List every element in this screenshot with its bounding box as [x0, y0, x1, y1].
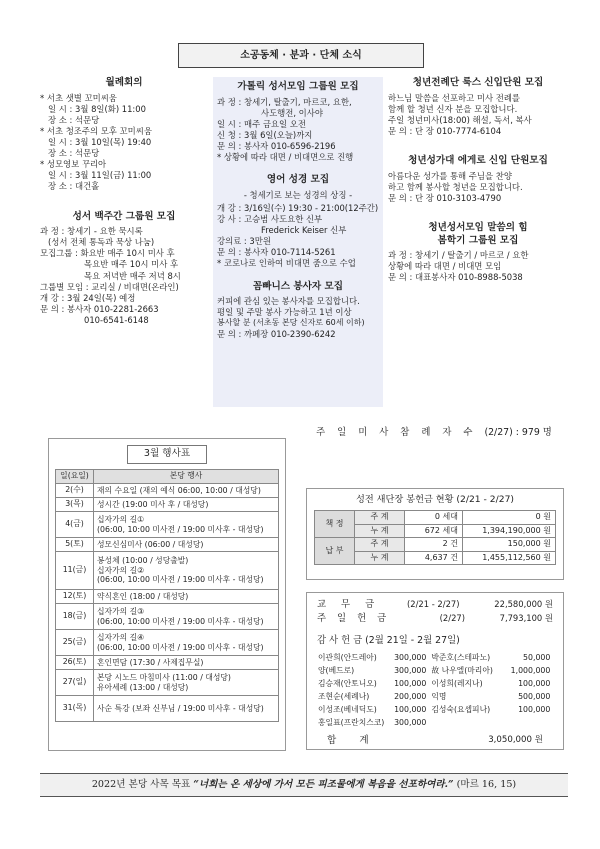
schedule-event-line: 십자가의 길① [97, 514, 145, 524]
notice-line: 장 소 : 대건홀 [48, 181, 100, 192]
schedule-header-row [56, 470, 279, 484]
offering-period: (2/21 - 2/27) [407, 599, 460, 609]
notice-line: 개 강 : 3/16일(수) 19:30 - 21:00(12주간) [217, 202, 379, 213]
schedule-row [56, 512, 279, 538]
youth-liturgy-title: 청년전례단 룩스 신입단원 모집 [412, 77, 544, 88]
notice-line: 봉사할 분 (서초동 본당 신자로 60세 이하) [217, 318, 365, 328]
donor-amount: 1,000,000 [510, 665, 551, 675]
donor-name: 홍일표(프란치스코) [318, 717, 385, 727]
notice-line: * 서초 청조주의 모후 꼬미씨움 [40, 125, 152, 136]
notice-line: 상황에 따라 대면 / 비대면 모임 [388, 261, 502, 272]
pastoral-goal-footer [40, 773, 568, 797]
schedule-event-line: (06:00, 10:00 미사전 / 19:00 미사후 - 대성당) [97, 616, 264, 626]
donor-amount: 100,000 [394, 678, 427, 688]
schedule-event-line: (06:00, 10:00 미사전 / 19:00 미사후 - 대성당) [97, 524, 264, 534]
schedule-event-line: 재의 수요일 (재의 예식 06:00, 10:00 / 대성당) [97, 485, 261, 495]
fund-count: 4,637 건 [405, 551, 463, 565]
schedule-row [56, 538, 279, 552]
english-bible-subtitle: - 청세기로 보는 성경의 상징 - [243, 189, 353, 200]
fund-group-label: 납 부 [315, 538, 355, 565]
notice-line: 문 의 : 봉사자 010-2281-2663 [40, 303, 159, 314]
schedule-day: 27(일) [56, 670, 94, 696]
schedule-events [94, 512, 279, 538]
mass-attendance [302, 419, 566, 447]
notice-line: 장 소 : 석문당 [48, 114, 100, 125]
section-header [178, 43, 424, 68]
schedule-row [56, 604, 279, 630]
donor-row [317, 664, 551, 677]
donor-amount: 50,000 [523, 652, 551, 662]
donor-name: 박준호(스테파노) [431, 652, 491, 662]
fund-count: 0 세대 [405, 511, 463, 525]
offering-total [317, 735, 553, 748]
notice-line: 문 의 : 대표봉사자 010-8988-5038 [388, 272, 523, 283]
donor-amount: 100,000 [518, 678, 551, 688]
footer-reference: (마르 16, 15) [456, 779, 517, 790]
fund-group-label: 책 정 [315, 511, 355, 538]
total-label: 합 계 [327, 735, 379, 747]
donor-amount: 100,000 [394, 704, 427, 714]
notice-line: Frederick Keiser 신부 [261, 225, 347, 236]
left-column [40, 77, 208, 337]
notice-line: 일 시 : 3월 8일(화) 11:00 [48, 103, 146, 114]
offering-amount: 7,793,100 원 [499, 613, 553, 624]
donor-row [317, 677, 551, 690]
notice-line: 함께 할 청년 신자 분을 모집합니다. [388, 103, 518, 114]
schedule-day: 25(금) [56, 630, 94, 656]
notice-line: (성서 전체 통독과 묵상 나눔) [48, 237, 155, 248]
schedule-events [94, 696, 279, 722]
notice-line: 아름다운 성가를 통해 주님을 찬양 [388, 170, 512, 181]
notice-line: 목요 저녁반 매주 저녁 8시 [84, 270, 181, 281]
schedule-events [94, 484, 279, 498]
bible-100-weeks-notice [40, 211, 208, 327]
schedule-events [94, 538, 279, 552]
fund-count: 2 건 [405, 538, 463, 552]
offering-label: 교 무 금 [317, 599, 381, 610]
donor-name: 故 나우엘(마리아) [431, 665, 493, 675]
donor-name [429, 716, 501, 729]
offering-period: (2/27) [439, 613, 465, 624]
schedule-events [94, 604, 279, 630]
donor-amount: 100,000 [518, 704, 551, 714]
schedule-row [56, 552, 279, 590]
notice-line: 강의료 : 3만원 [217, 236, 271, 247]
donor-row [317, 651, 551, 664]
notice-line: 문 의 : 까페장 010-2390-6242 [217, 328, 336, 339]
donor-name: 이성희(레지나) [431, 678, 483, 688]
attendance-value: (2/27) : 979 명 [484, 427, 552, 438]
footer-prefix: 2022년 본당 사목 목표 [91, 779, 191, 790]
section-header-title: 소공동체 · 분과 · 단체 소식 [240, 50, 362, 61]
fund-count: 672 세대 [405, 524, 463, 538]
schedule-row [56, 656, 279, 670]
coffee-volunteer-title: 꼼빠니스 봉사자 모집 [252, 280, 344, 292]
schedule-day: 3(목) [56, 498, 94, 512]
schedule-event-line: (06:00, 10:00 미사전 / 19:00 미사후 - 대성당) [97, 575, 264, 585]
notice-line: 일 시 : 3월 11일(금) 11:00 [48, 170, 152, 181]
fund-amount: 1,394,190,000 원 [463, 524, 556, 538]
notice-line: 과 정 : 창세기, 탈출기, 마르코, 요한, [217, 96, 352, 107]
donor-name: 익명 [431, 691, 447, 701]
schedule-event-line: 혼인면담 (17:30 / 사제집무실) [97, 657, 204, 667]
notice-line: 평일 및 주말 봉사 가능하고 1년 이상 [217, 307, 352, 318]
notice-line: 모집그룹 : 화요반 매주 10시 미사 후 [40, 248, 175, 259]
schedule-day: 18(금) [56, 604, 94, 630]
fund-title: 성전 새단장 봉헌금 현황 (2/21 - 2/27) [355, 494, 515, 505]
schedule-event-line: 십자가의 길④ [97, 632, 145, 642]
offerings [306, 592, 564, 750]
offering-row [317, 613, 553, 625]
schedule-events [94, 498, 279, 512]
thanks-offering-title: 감 사 헌 금 (2월 21일 - 2월 27일) [317, 634, 460, 646]
schedule-day: 5(토) [56, 538, 94, 552]
donor-amount: 300,000 [394, 717, 427, 727]
schedule-row [56, 630, 279, 656]
notice-line: 과 정 : 창세기 - 요한 묵시록 [40, 226, 143, 237]
notice-line: 문 의 : 봉사자 010-7114-5261 [217, 247, 336, 258]
notice-line: 일 시 : 매주 금요일 오전 [217, 118, 306, 129]
fund-subtype: 누 계 [355, 524, 405, 538]
schedule-event-line: 유아세례 (13:00 / 대성당) [97, 682, 189, 692]
youth-choir-notice [388, 155, 568, 204]
schedule-event-line: 사순 특강 (보좌 신부님 / 19:00 미사후 - 대성당) [97, 703, 264, 713]
catholic-bible-title: 가톨릭 성서모임 그룹원 모집 [237, 81, 359, 92]
offering-label: 주 일 헌 금 [317, 613, 391, 625]
march-schedule [48, 438, 286, 751]
donor-name: 이성조(베네딕도) [318, 704, 377, 714]
donor-name: 조현순(세례나) [318, 691, 370, 701]
schedule-row [56, 484, 279, 498]
schedule-day: 2(수) [56, 484, 94, 498]
notice-line: 문 의 : 봉사자 010-6596-2196 [217, 141, 336, 152]
donor-row [317, 716, 551, 729]
fund-table [314, 510, 556, 565]
fund-amount: 0 원 [463, 511, 556, 525]
notice-line: 개 강 : 3월 24일(목) 예정 [40, 292, 136, 303]
schedule-event-line: 약식혼인 (18:00 / 대성당) [97, 591, 189, 601]
notice-line: 문 의 : 단 장 010-3103-4790 [388, 192, 502, 203]
youth-bible-notice [388, 222, 568, 284]
donor-amount: 500,000 [518, 691, 551, 701]
schedule-row [56, 590, 279, 604]
notice-line: 주일 청년미사(18:00) 해설, 독서, 복사 [388, 114, 532, 125]
youth-bible-title-2: 봄학기 그룹원 모집 [437, 234, 519, 246]
schedule-events [94, 670, 279, 696]
notice-line: 커피에 관심 있는 봉사자를 모집합니다. [217, 296, 360, 307]
donor-table [317, 651, 551, 729]
donor-amount [501, 716, 551, 729]
offering-amount: 22,580,000 원 [494, 599, 553, 609]
schedule-events [94, 590, 279, 604]
notice-line: 010-6541-6148 [84, 314, 149, 325]
donor-amount: 300,000 [394, 665, 427, 675]
schedule-event-line: 십자가의 길③ [97, 606, 145, 616]
schedule-day: 12(토) [56, 590, 94, 604]
schedule-event-line: 본당 시노드 마침미사 (11:00 / 대성당) [97, 672, 231, 682]
schedule-event-line: (06:00, 10:00 미사전 / 19:00 미사후 - 대성당) [97, 642, 264, 652]
footer-quote: “너희는 온 세상에 가서 모든 피조물에게 복음을 선포하여라.” [193, 779, 454, 790]
notice-line: * 상황에 따라 대면 / 비대면으로 진행 [217, 152, 354, 163]
notice-line: 그룹별 모임 : 교리실 / 비대면(온라인) [40, 281, 179, 292]
notice-line: 문 의 : 단 장 010-7774-6104 [388, 125, 502, 136]
notice-line: * 성모영보 꾸리아 [40, 159, 107, 170]
schedule-events [94, 656, 279, 670]
english-bible-title: 영어 성경 모집 [266, 174, 330, 186]
schedule-events [94, 630, 279, 656]
schedule-events [94, 552, 279, 590]
renovation-fund [306, 488, 564, 580]
notice-line: 장 소 : 석문당 [48, 148, 100, 159]
donor-name: 양(베드로) [318, 665, 355, 675]
notice-line: * 코로나로 인하여 비대면 줌으로 수업 [217, 258, 356, 269]
fund-subtype: 주 계 [355, 511, 405, 525]
notice-line: 하고 함께 봉사할 청년을 모집합니다. [388, 181, 523, 192]
schedule-day: 31(목) [56, 696, 94, 722]
notice-line: 신 청 : 3월 6일(오늘)까지 [217, 129, 313, 140]
schedule-title: 3월 행사표 [127, 445, 207, 464]
schedule-day: 4(금) [56, 512, 94, 538]
schedule-event-line: 십자가의 길② [97, 565, 145, 575]
schedule-event-line: 봉성체 (10:00 / 성당출발) [97, 555, 189, 565]
youth-bible-title: 청년성서모임 말씀의 힘 [428, 221, 528, 233]
total-amount: 3,050,000 원 [488, 735, 543, 746]
english-bible-notice [213, 174, 383, 269]
fund-row [315, 511, 556, 525]
donor-row [317, 703, 551, 716]
schedule-header-day: 일(요일) [56, 470, 94, 484]
fund-row [315, 538, 556, 552]
donor-amount: 300,000 [394, 652, 427, 662]
donor-name: 김승재(안토니오) [318, 678, 377, 688]
donor-name: 이관희(안드레아) [318, 652, 377, 662]
catholic-bible-notice [213, 81, 383, 163]
fund-subtype: 누 계 [355, 551, 405, 565]
notice-line: 사도행전, 이사야 [261, 107, 323, 118]
youth-choir-title: 청년성가대 에게로 신입 단원모집 [408, 155, 548, 167]
attendance-label: 주 일 미 사 참 례 자 수 [316, 427, 477, 438]
coffee-volunteer-notice [213, 281, 383, 340]
bible-100-weeks-title: 성서 백주간 그룹원 모집 [72, 210, 176, 222]
schedule-event-line: 성모신심미사 (06:00 / 대성당) [97, 539, 204, 549]
schedule-row [56, 498, 279, 512]
schedule-table [55, 469, 279, 722]
notice-line: 강 사 : 고승범 사도요한 신부 [217, 214, 323, 225]
fund-amount: 150,000 원 [463, 538, 556, 552]
right-column [388, 77, 568, 295]
fund-amount: 1,455,112,560 원 [463, 551, 556, 565]
schedule-event-line: 성시간 (19:00 미사 후 / 대성당) [97, 499, 209, 509]
donor-amount: 200,000 [394, 691, 427, 701]
schedule-row [56, 696, 279, 722]
donor-row [317, 690, 551, 703]
fund-subtype: 주 계 [355, 538, 405, 552]
schedule-row [56, 670, 279, 696]
notice-line: 목요반 매주 10시 미사 후 [84, 259, 179, 270]
schedule-header-event: 본당 행사 [94, 470, 279, 484]
offering-row [317, 599, 553, 611]
notice-line: * 서초 샛별 꼬미씨움 [40, 92, 117, 103]
middle-column [213, 77, 383, 407]
schedule-day: 11(금) [56, 552, 94, 590]
monthly-meeting-title: 월례회의 [105, 77, 143, 88]
notice-line: 과 정 : 창세기 / 탈출기 / 마르코 / 요한 [388, 250, 529, 261]
monthly-meeting-notice [40, 77, 208, 193]
schedule-day: 26(토) [56, 656, 94, 670]
notice-line: 일 시 : 3월 10일(목) 19:40 [48, 137, 152, 148]
notice-line: 하느님 말씀을 선포하고 미사 전례를 [388, 92, 521, 103]
donor-name: 김성숙(요셉피나) [431, 704, 491, 714]
youth-liturgy-notice [388, 77, 568, 137]
